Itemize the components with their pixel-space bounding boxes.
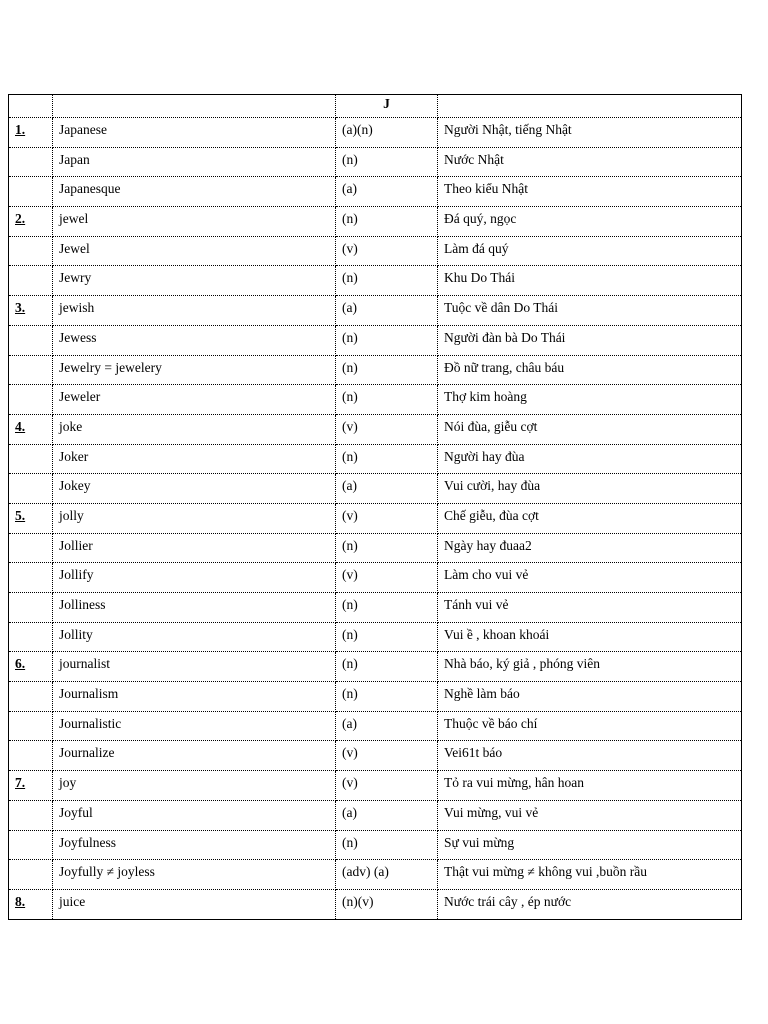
entry-part-of-speech: (n) <box>336 444 438 474</box>
entry-meaning: Khu Do Thái <box>438 266 742 296</box>
entry-part-of-speech: (v) <box>336 771 438 801</box>
table-row <box>9 563 742 593</box>
table-row <box>9 444 742 474</box>
entry-meaning: Vei61t báo <box>438 741 742 771</box>
entry-meaning: Theo kiểu Nhật <box>438 177 742 207</box>
entry-word: jewish <box>53 296 336 326</box>
table-row <box>9 503 742 533</box>
entry-number-cell <box>9 385 53 415</box>
entry-meaning: Người hay đùa <box>438 444 742 474</box>
entry-part-of-speech: (n) <box>336 207 438 237</box>
entry-meaning: Tuộc về dân Do Thái <box>438 296 742 326</box>
table-row <box>9 414 742 444</box>
entry-meaning: Vui cười, hay đùa <box>438 474 742 504</box>
entry-word: Jollier <box>53 533 336 563</box>
entry-number-cell <box>9 207 53 237</box>
entry-meaning: Sự vui mừng <box>438 830 742 860</box>
entry-meaning: Làm đá quý <box>438 236 742 266</box>
entry-part-of-speech: (n) <box>336 385 438 415</box>
table-row <box>9 474 742 504</box>
entry-part-of-speech: (v) <box>336 563 438 593</box>
entry-part-of-speech: (v) <box>336 236 438 266</box>
entry-number-cell <box>9 622 53 652</box>
header-letter: J <box>336 95 438 118</box>
entry-part-of-speech: (a) <box>336 711 438 741</box>
entry-part-of-speech: (n)(v) <box>336 889 438 919</box>
entry-meaning: Nhà báo, ký giả , phóng viên <box>438 652 742 682</box>
entry-number: 2. <box>15 211 26 227</box>
entry-part-of-speech: (v) <box>336 741 438 771</box>
vocabulary-table-body <box>9 95 742 920</box>
entry-word: jewel <box>53 207 336 237</box>
entry-word: Jewess <box>53 325 336 355</box>
table-row <box>9 771 742 801</box>
entry-number-cell <box>9 771 53 801</box>
vocabulary-table <box>8 94 742 920</box>
entry-number: 1. <box>15 122 26 137</box>
entry-number-cell <box>9 889 53 919</box>
entry-number-cell <box>9 593 53 623</box>
entry-number-cell <box>9 652 53 682</box>
entry-meaning: Tỏ ra vui mừng, hân hoan <box>438 771 742 801</box>
entry-part-of-speech: (n) <box>336 830 438 860</box>
entry-word: Journalism <box>53 682 336 712</box>
entry-number-cell <box>9 563 53 593</box>
entry-word: juice <box>53 889 336 919</box>
entry-word: Joyfulness <box>53 830 336 860</box>
table-row <box>9 593 742 623</box>
header-meaning-cell <box>438 95 742 118</box>
entry-number-cell <box>9 741 53 771</box>
table-header-row <box>9 95 742 118</box>
entry-word: Jolliness <box>53 593 336 623</box>
entry-meaning: Vui ề , khoan khoái <box>438 622 742 652</box>
entry-word: Joyful <box>53 800 336 830</box>
table-row <box>9 266 742 296</box>
entry-number: 6. <box>15 656 26 672</box>
entry-part-of-speech: (adv) (a) <box>336 860 438 890</box>
table-row <box>9 177 742 207</box>
entry-meaning: Làm cho vui vẻ <box>438 563 742 593</box>
entry-number: 8. <box>15 893 26 909</box>
entry-number: 5. <box>15 507 26 523</box>
entry-part-of-speech: (a) <box>336 177 438 207</box>
entry-word: Japanese <box>53 118 336 148</box>
entry-word: Jokey <box>53 474 336 504</box>
entry-meaning: Vui mừng, vui vẻ <box>438 800 742 830</box>
table-row <box>9 830 742 860</box>
entry-part-of-speech: (n) <box>336 593 438 623</box>
entry-meaning: Đá quý, ngọc <box>438 207 742 237</box>
entry-number-cell <box>9 355 53 385</box>
table-row <box>9 889 742 919</box>
table-row <box>9 147 742 177</box>
entry-part-of-speech: (n) <box>336 682 438 712</box>
table-row <box>9 682 742 712</box>
entry-part-of-speech: (a) <box>336 474 438 504</box>
entry-meaning: Thật vui mừng ≠ không vui ,buồn rầu <box>438 860 742 890</box>
entry-word: Jewry <box>53 266 336 296</box>
entry-meaning: Thợ kim hoàng <box>438 385 742 415</box>
entry-word: joke <box>53 414 336 444</box>
table-row <box>9 860 742 890</box>
entry-number-cell <box>9 118 53 148</box>
entry-meaning: Chế giễu, đùa cợt <box>438 503 742 533</box>
entry-word: Japanesque <box>53 177 336 207</box>
entry-word: Jewel <box>53 236 336 266</box>
table-row <box>9 622 742 652</box>
table-row <box>9 325 742 355</box>
entry-number: 7. <box>15 775 26 791</box>
entry-part-of-speech: (v) <box>336 503 438 533</box>
entry-word: Joker <box>53 444 336 474</box>
entry-meaning: Người Nhật, tiếng Nhật <box>438 118 742 148</box>
entry-part-of-speech: (n) <box>336 622 438 652</box>
entry-part-of-speech: (n) <box>336 652 438 682</box>
entry-number-cell <box>9 682 53 712</box>
entry-word: Jollify <box>53 563 336 593</box>
header-word-cell <box>53 95 336 118</box>
entry-number: 4. <box>15 418 26 434</box>
entry-number-cell <box>9 325 53 355</box>
table-row <box>9 533 742 563</box>
entry-number-cell <box>9 503 53 533</box>
entry-part-of-speech: (a) <box>336 296 438 326</box>
entry-number-cell <box>9 533 53 563</box>
table-row <box>9 236 742 266</box>
entry-number-cell <box>9 800 53 830</box>
header-num-cell <box>9 95 53 118</box>
table-row <box>9 800 742 830</box>
entry-part-of-speech: (n) <box>336 147 438 177</box>
entry-part-of-speech: (a)(n) <box>336 118 438 148</box>
entry-meaning: Thuộc về báo chí <box>438 711 742 741</box>
entry-word: Joyfully ≠ joyless <box>53 860 336 890</box>
entry-meaning: Người đàn bà Do Thái <box>438 325 742 355</box>
entry-meaning: Nước Nhật <box>438 147 742 177</box>
entry-meaning: Ngày hay đuaa2 <box>438 533 742 563</box>
table-row <box>9 355 742 385</box>
table-row <box>9 741 742 771</box>
entry-meaning: Nước trái cây , ép nước <box>438 889 742 919</box>
entry-word: joy <box>53 771 336 801</box>
entry-meaning: Nói đùa, giễu cợt <box>438 414 742 444</box>
entry-number-cell <box>9 296 53 326</box>
table-row <box>9 711 742 741</box>
entry-part-of-speech: (n) <box>336 325 438 355</box>
entry-number-cell <box>9 266 53 296</box>
entry-number-cell <box>9 414 53 444</box>
entry-word: Jollity <box>53 622 336 652</box>
entry-number-cell <box>9 711 53 741</box>
entry-number-cell <box>9 147 53 177</box>
entry-number-cell <box>9 236 53 266</box>
entry-part-of-speech: (v) <box>336 414 438 444</box>
entry-number-cell <box>9 474 53 504</box>
entry-word: journalist <box>53 652 336 682</box>
entry-meaning: Tánh vui vẻ <box>438 593 742 623</box>
entry-number-cell <box>9 860 53 890</box>
entry-word: Jeweler <box>53 385 336 415</box>
entry-meaning: Đồ nữ trang, châu báu <box>438 355 742 385</box>
entry-part-of-speech: (n) <box>336 355 438 385</box>
entry-number: 3. <box>15 300 26 316</box>
table-row <box>9 385 742 415</box>
entry-number-cell <box>9 830 53 860</box>
entry-word: Journalistic <box>53 711 336 741</box>
entry-part-of-speech: (a) <box>336 800 438 830</box>
table-row <box>9 118 742 148</box>
table-row <box>9 652 742 682</box>
entry-number-cell <box>9 444 53 474</box>
table-row <box>9 296 742 326</box>
entry-part-of-speech: (n) <box>336 266 438 296</box>
entry-number-cell <box>9 177 53 207</box>
entry-word: Japan <box>53 147 336 177</box>
table-row <box>9 207 742 237</box>
entry-meaning: Nghề làm báo <box>438 682 742 712</box>
entry-part-of-speech: (n) <box>336 533 438 563</box>
entry-word: jolly <box>53 503 336 533</box>
entry-word: Jewelry = jewelery <box>53 355 336 385</box>
entry-word: Journalize <box>53 741 336 771</box>
